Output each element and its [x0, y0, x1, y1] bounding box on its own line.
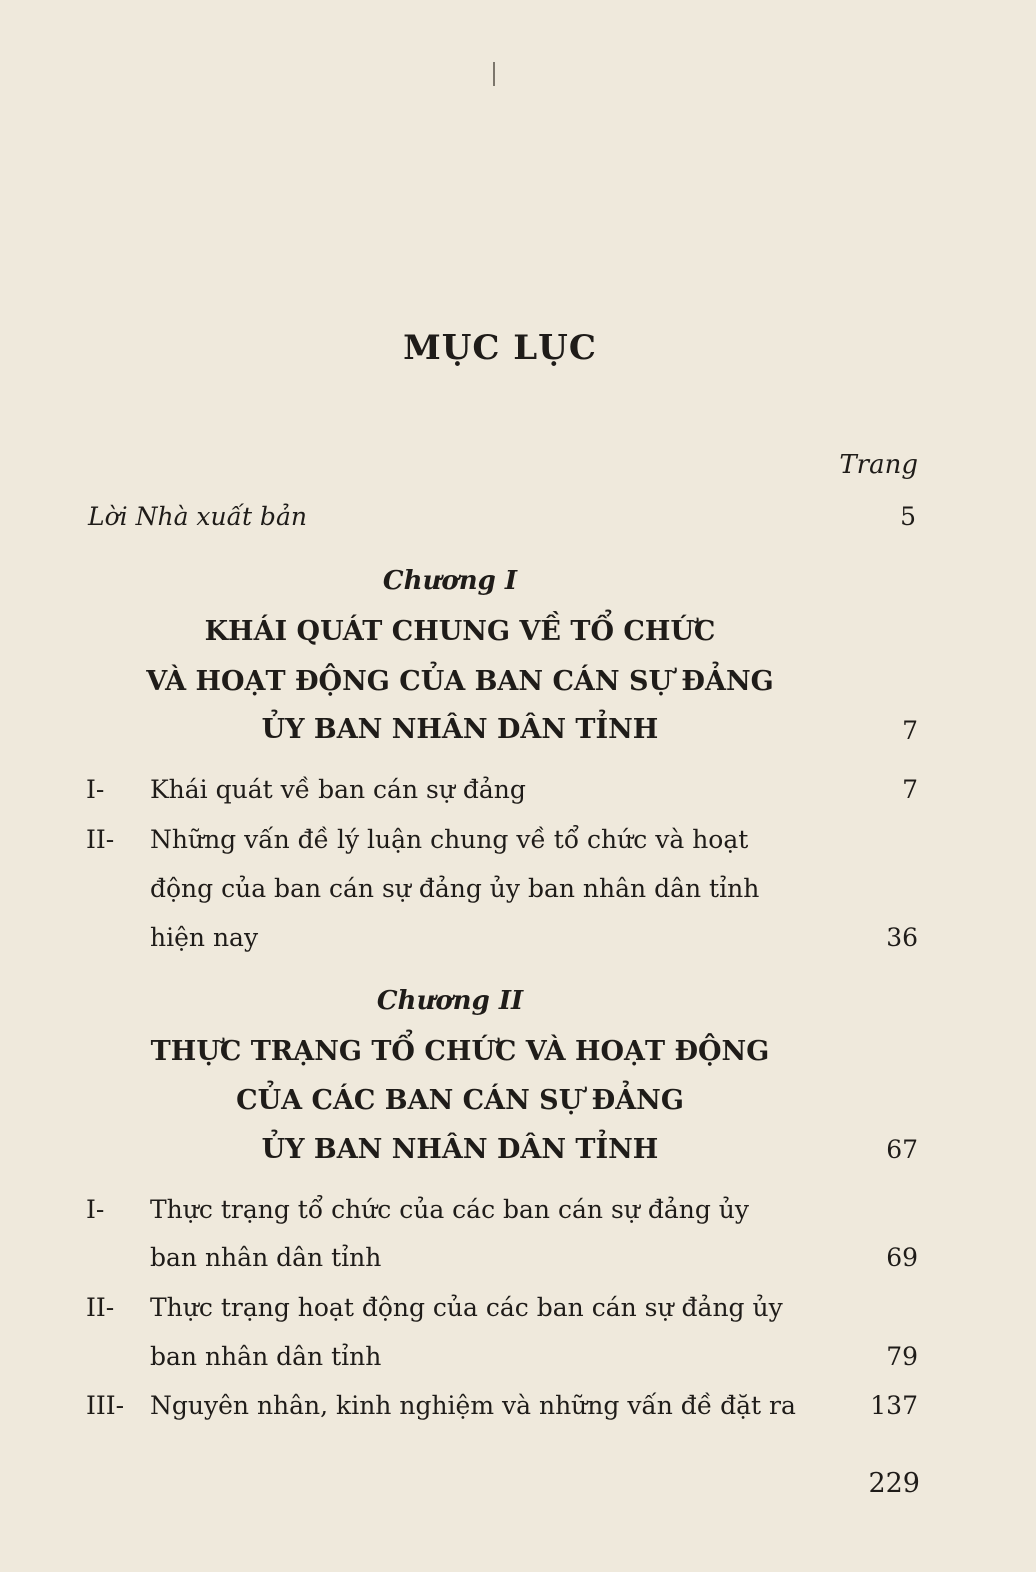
- chapter-2-item-1-line-2: ban nhân dân tỉnh: [150, 1243, 382, 1272]
- chapter-2-item-3-page: 137: [870, 1391, 918, 1420]
- chapter-2-title-line-1: THỰC TRẠNG TỔ CHỨC VÀ HOẠT ĐỘNG: [150, 1036, 770, 1067]
- chapter-1-title-line-2: VÀ HOẠT ĐỘNG CỦA BAN CÁN SỰ ĐẢNG: [146, 666, 774, 697]
- chapter-1-item-1-line-1: Khái quát về ban cán sự đảng: [150, 775, 526, 804]
- page-column-label: Trang: [839, 450, 918, 480]
- page-number: 229: [868, 1468, 920, 1499]
- chapter-1-label: Chương I: [382, 566, 518, 596]
- crease-mark: [493, 62, 495, 86]
- chapter-2-item-1-line-1: Thực trạng tổ chức của các ban cán sự đảng ủy: [150, 1195, 749, 1224]
- chapter-1-item-1-number: I-: [86, 775, 105, 804]
- chapter-1-item-1-page: 7: [902, 775, 918, 804]
- chapter-2-item-2-page: 79: [886, 1342, 918, 1371]
- chapter-1-title-line-1: KHÁI QUÁT CHUNG VỀ TỔ CHỨC: [204, 616, 716, 647]
- preface-page: 5: [900, 502, 916, 531]
- chapter-2-item-3-line-1: Nguyên nhân, kinh nghiệm và những vấn đề đặt ra: [150, 1391, 796, 1420]
- chapter-2-item-1-page: 69: [886, 1243, 918, 1272]
- chapter-2-item-2-number: II-: [86, 1293, 115, 1322]
- chapter-2-item-2-line-2: ban nhân dân tỉnh: [150, 1342, 382, 1371]
- chapter-2-page: 67: [886, 1135, 918, 1164]
- chapter-2-item-3-number: III-: [86, 1391, 125, 1420]
- chapter-1-item-2-number: II-: [86, 825, 115, 854]
- preface-title: Lời Nhà xuất bản: [88, 502, 307, 531]
- chapter-2-item-1-number: I-: [86, 1195, 105, 1224]
- chapter-1-item-2-line-3: hiện nay: [150, 923, 259, 952]
- chapter-2-title-line-2: CỦA CÁC BAN CÁN SỰ ĐẢNG: [236, 1085, 684, 1116]
- page-title: MỤC LỤC: [403, 328, 597, 368]
- chapter-2-title-line-3: ỦY BAN NHÂN DÂN TỈNH: [261, 1134, 659, 1165]
- chapter-1-page: 7: [902, 716, 918, 745]
- chapter-2-item-2-line-1: Thực trạng hoạt động của các ban cán sự đảng ủy: [150, 1293, 783, 1322]
- chapter-1-item-2-page: 36: [886, 923, 918, 952]
- chapter-1-item-2-line-2: động của ban cán sự đảng ủy ban nhân dân tỉnh: [150, 874, 760, 903]
- chapter-1-title-line-3: ỦY BAN NHÂN DÂN TỈNH: [261, 714, 659, 745]
- chapter-1-item-2-line-1: Những vấn đề lý luận chung về tổ chức và hoạt: [150, 825, 749, 854]
- chapter-2-label: Chương II: [376, 986, 524, 1016]
